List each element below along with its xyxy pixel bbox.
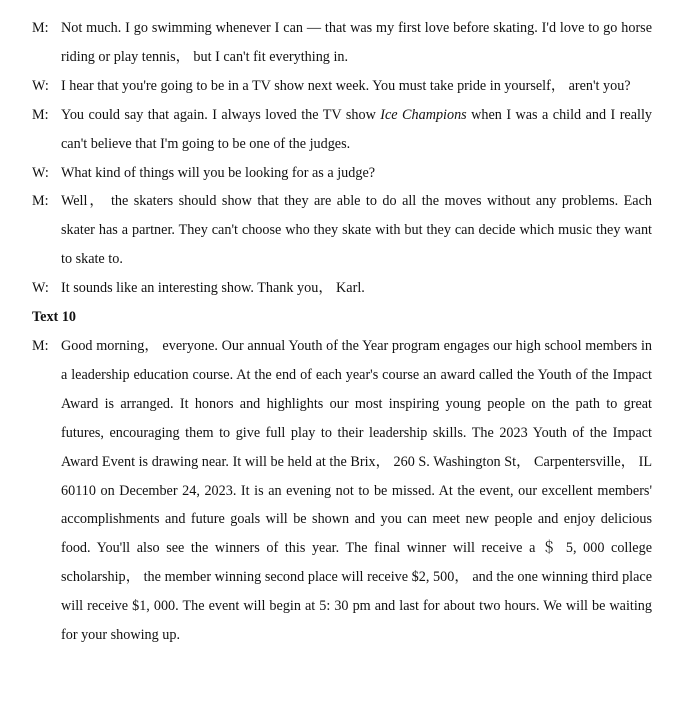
dialogue-text: It sounds like an interesting show. Thank you， Karl.: [61, 280, 365, 297]
speaker-label: M:: [32, 20, 49, 36]
speaker-label: W:: [32, 77, 49, 94]
dialogue-text: Not much. I go swimming whenever I can — that was my first love before skating. I'd love to go horse riding or play tennis， but I can't fit everything in.: [61, 20, 652, 65]
dialogue-text: [61, 101, 652, 159]
dialogue-text-part: when I was a child and I really can't believe that I'm going to be one of the judges.: [61, 106, 652, 152]
dialogue-text-part: You could say that again. I always loved the TV show: [61, 106, 381, 123]
monologue-text: Good morning， everyone. Our annual Youth of the Year program engages our high school members in a leadership education course. At the end of each year's course an award called the Youth of the Impact Award is arranged. It honors and highlights our most inspiring young people on the path to great futures, encouraging them to give full play to their leadership skills. The 2023 Youth of the Impact Award Event is drawing near. It will be held at the Brix， 260 S. Washington St， Carpentersville， IL 60110 on December 24, 2023. It is an evening not to be missed. At the event, our excellent members' accomplishments and future goals will be shown and you can meet new people and enjoy delicious food. You'll also see the winners of this year. The final winner will receive a ＄ 5, 000 college scholarship， the member winning second place will receive $2, 500， and the one winning third place will receive $1, 000. The event will begin at 5: 30 pm and last for about two hours. We will be waiting for your showing up.: [61, 337, 652, 644]
dialogue-turn: [32, 101, 652, 159]
speaker-label: W:: [32, 280, 49, 297]
speaker-label: M:: [32, 106, 49, 123]
dialogue-turn: [32, 72, 652, 101]
speaker-label: M:: [32, 193, 49, 210]
dialogue-turn: [32, 187, 652, 274]
dialogue-text: What kind of things will you be looking for as a judge?: [61, 164, 376, 181]
monologue-turn: [32, 332, 652, 650]
speaker-label: W:: [32, 164, 49, 181]
dialogue-text: Well， the skaters should show that they are able to do all the moves without any problems. Each skater has a partner. They can't choose who they skate with but they can decide which music they want to skate to.: [61, 193, 652, 268]
dialogue-text: I hear that you're going to be in a TV show next week. You must take pride in yourself， aren't you?: [61, 77, 631, 94]
section-heading: Text 10: [32, 309, 77, 326]
dialogue-turn: [32, 159, 652, 188]
dialogue-turn: [32, 14, 652, 72]
show-title: Ice Champions: [380, 106, 467, 123]
speaker-label: M:: [32, 337, 49, 354]
dialogue-turn: [32, 274, 652, 303]
